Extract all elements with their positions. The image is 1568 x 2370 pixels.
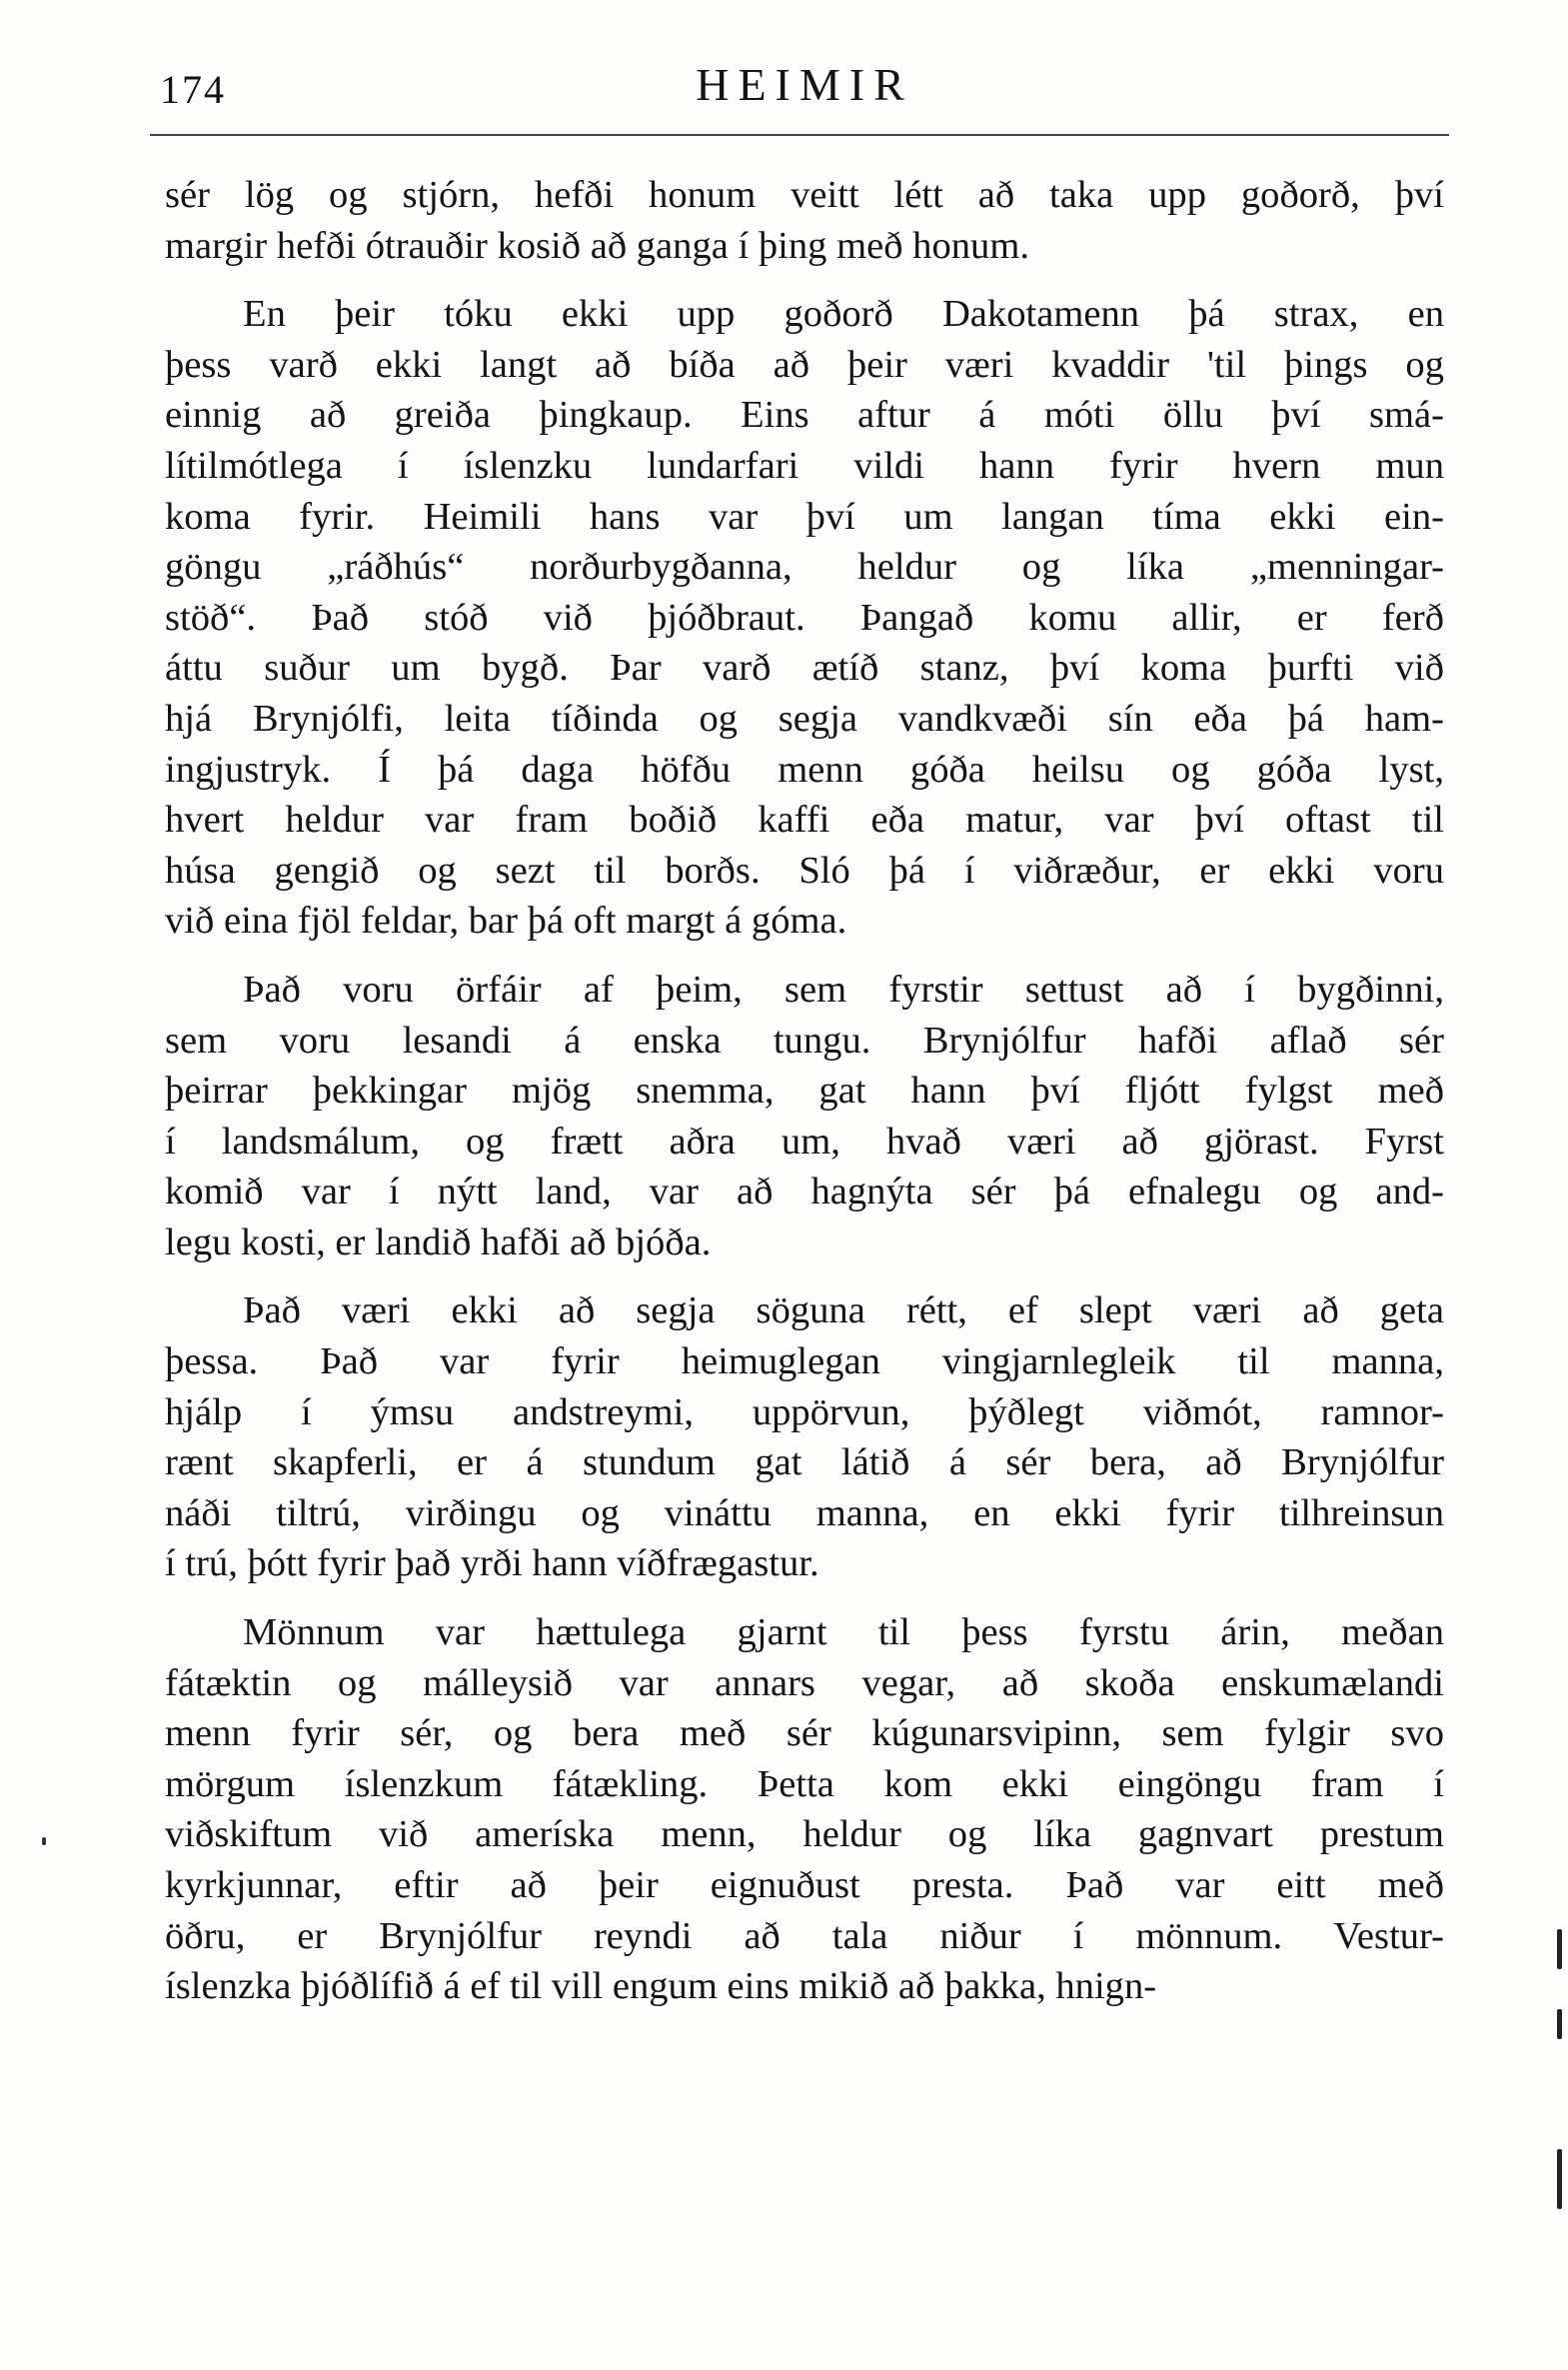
text-line: stöð“. Það stóð við þjóðbraut. Þangað komu allir, er ferð bbox=[165, 596, 1444, 639]
text-line: við eina fjöl feldar, bar þá oft margt á góma. bbox=[165, 900, 847, 943]
text-line: einnig að greiða þingkaup. Eins aftur á móti öllu því smá- bbox=[165, 394, 1444, 437]
paragraph-gap bbox=[165, 1267, 1444, 1285]
text-line: náði tiltrú, virðingu og vináttu manna, en ekki fyrir tilhreinsun bbox=[165, 1491, 1444, 1534]
paragraph bbox=[165, 965, 1444, 1268]
text-line: lítilmótlega í íslenzku lundarfari vildi hann fyrir hvern mun bbox=[165, 444, 1444, 487]
page-number: 174 bbox=[160, 67, 226, 112]
running-title: HEIMIR bbox=[696, 59, 913, 110]
text-line: margir hefði ótrauðir kosið að ganga í þing með honum. bbox=[165, 224, 1029, 267]
text-line: íslenzka þjóðlífið á ef til vill engum eins mikið að þakka, hnign- bbox=[165, 1965, 1157, 2008]
text-line: Það væri ekki að segja söguna rétt, ef slept væri að geta bbox=[243, 1289, 1444, 1332]
text-line: ingjustryk. Í þá daga höfðu menn góða heilsu og góða lyst, bbox=[165, 748, 1444, 791]
text-line: hjá Brynjólfi, leita tíðinda og segja vandkvæði sín eða þá ham- bbox=[165, 697, 1444, 740]
text-line: koma fyrir. Heimili hans var því um langan tíma ekki ein- bbox=[165, 495, 1444, 538]
paragraph bbox=[165, 289, 1444, 947]
text-line: hvert heldur var fram boðið kaffi eða matur, var því oftast til bbox=[165, 799, 1444, 842]
text-line: þess varð ekki langt að bíða að þeir væri kvaddir 'til þings og bbox=[165, 343, 1444, 386]
paragraph-gap bbox=[165, 947, 1444, 965]
text-line: áttu suður um bygð. Þar varð ætíð stanz, því koma þurfti við bbox=[165, 647, 1444, 690]
page-header bbox=[160, 58, 1449, 128]
text-line: legu kosti, er landið hafði að bjóða. bbox=[165, 1220, 712, 1263]
text-line: rænt skapferli, er á stundum gat látið á sér bera, að Brynjólfur bbox=[165, 1441, 1444, 1484]
text-line: öðru, er Brynjólfur reyndi að tala niður í mönnum. Vestur- bbox=[165, 1914, 1444, 1957]
text-line: Það voru örfáir af þeim, sem fyrstir settust að í bygðinni, bbox=[243, 968, 1444, 1011]
text-line: menn fyrir sér, og bera með sér kúgunarsvipinn, sem fylgir svo bbox=[165, 1712, 1444, 1755]
text-line: göngu „ráðhús“ norðurbygðanna, heldur og líka „menningar- bbox=[165, 546, 1444, 589]
paragraph-gap bbox=[165, 271, 1444, 289]
text-line: í landsmálum, og frætt aðra um, hvað væri að gjörast. Fyrst bbox=[165, 1120, 1444, 1163]
text-line: sem voru lesandi á enska tungu. Brynjólfur hafði aflað sér bbox=[165, 1019, 1444, 1062]
edge-mark bbox=[1557, 2149, 1562, 2209]
text-line: hjálp í ýmsu andstreymi, uppörvun, þýðlegt viðmót, ramnor- bbox=[165, 1390, 1444, 1433]
text-line: fátæktin og málleysið var annars vegar, að skoða enskumælandi bbox=[165, 1661, 1444, 1704]
body-text bbox=[165, 170, 1444, 2012]
header-rule bbox=[150, 134, 1449, 136]
text-line: í trú, þótt fyrir það yrði hann víðfrægastur. bbox=[165, 1542, 819, 1585]
text-line: kyrkjunnar, eftir að þeir eignuðust presta. Það var eitt með bbox=[165, 1864, 1444, 1906]
text-line: Mönnum var hættulega gjarnt til þess fyrstu árin, meðan bbox=[243, 1611, 1444, 1654]
paragraph bbox=[165, 170, 1444, 271]
text-line: mörgum íslenzkum fátækling. Þetta kom ekki eingöngu fram í bbox=[165, 1762, 1444, 1805]
text-line: viðskiftum við ameríska menn, heldur og líka gagnvart prestum bbox=[165, 1813, 1444, 1856]
text-line: þessa. Það var fyrir heimuglegan vingjarnlegleik til manna, bbox=[165, 1340, 1444, 1383]
edge-mark bbox=[1557, 1929, 1562, 1969]
text-line: sér lög og stjórn, hefði honum veitt létt að taka upp goðorð, því bbox=[165, 174, 1444, 216]
paragraph-gap bbox=[165, 1589, 1444, 1607]
paragraph bbox=[165, 1285, 1444, 1589]
text-line: þeirrar þekkingar mjög snemma, gat hann því fljótt fylgst með bbox=[165, 1070, 1444, 1113]
text-line: húsa gengið og sezt til borðs. Sló þá í viðræður, er ekki voru bbox=[165, 849, 1444, 892]
edge-mark bbox=[1557, 2009, 1562, 2039]
paragraph bbox=[165, 1607, 1444, 2012]
text-line: En þeir tóku ekki upp goðorð Dakotamenn þá strax, en bbox=[243, 293, 1444, 336]
margin-speck bbox=[42, 1837, 46, 1845]
text-line: komið var í nýtt land, var að hagnýta sér þá efnalegu og and- bbox=[165, 1171, 1444, 1213]
